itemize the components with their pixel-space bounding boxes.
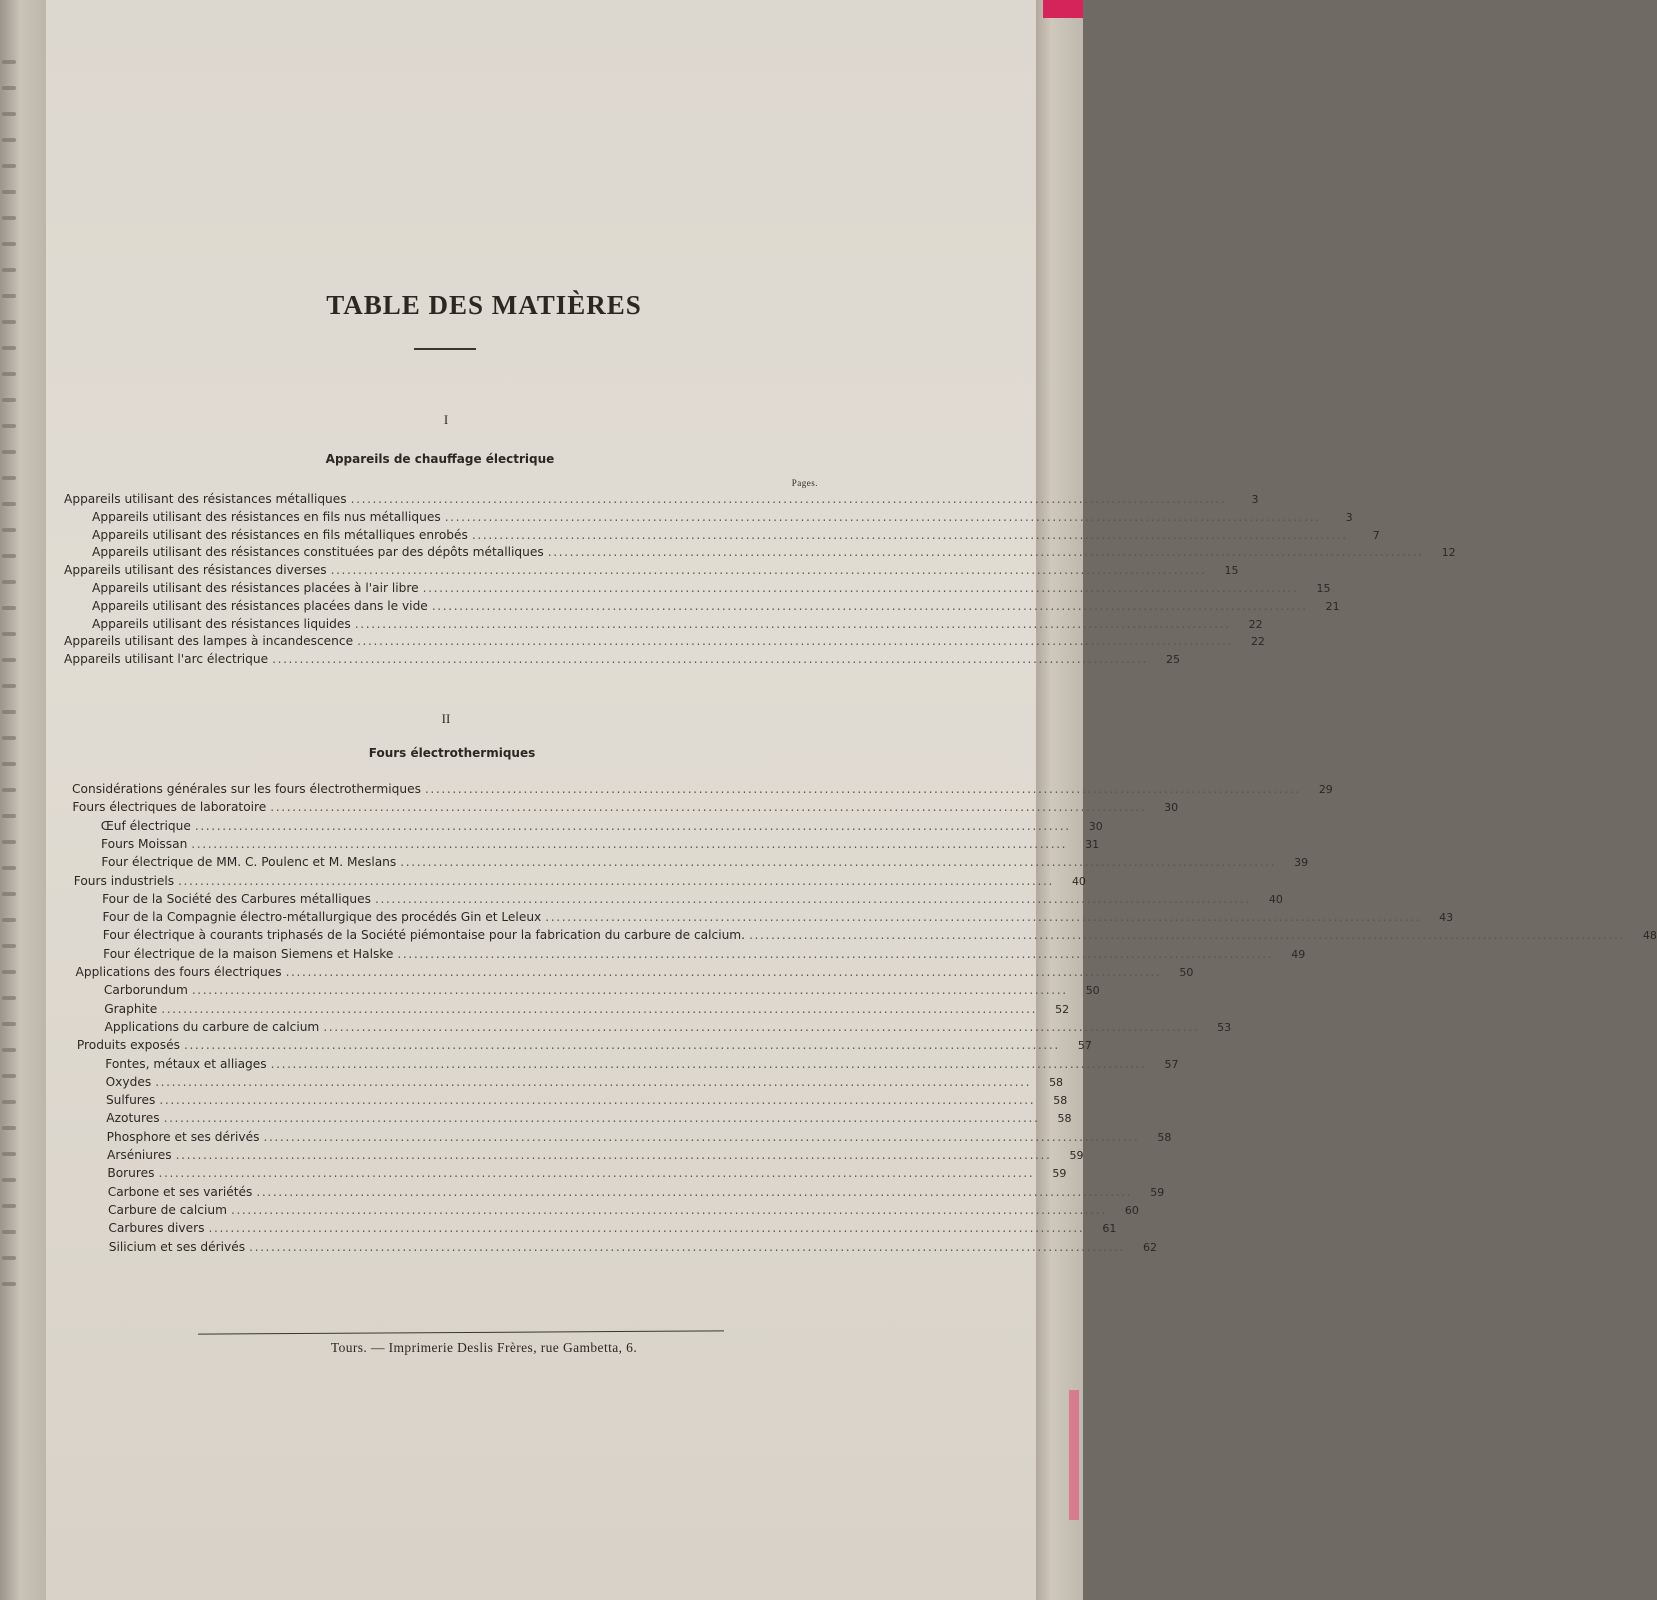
toc-leader-dots: ................................................................................................................................................................ xyxy=(330,563,1207,578)
toc-entry-page: 52 xyxy=(1055,1002,1070,1016)
toc-entry-label: Carbure de calcium xyxy=(108,1202,227,1217)
toc-entry xyxy=(101,836,1100,851)
printer-imprint: Tours. — Imprimerie Deslis Frères, rue Gambetta, 6. xyxy=(330,1340,638,1355)
toc-entry xyxy=(106,1111,1072,1126)
previous-page-text-line xyxy=(2,554,16,558)
toc-entry-page: 58 xyxy=(1157,1130,1172,1144)
toc-entry-page: 22 xyxy=(1248,617,1263,631)
toc-leader-dots: ................................................................................................................................................................ xyxy=(374,891,1251,906)
toc-entry xyxy=(73,873,1086,888)
section-numeral: II xyxy=(441,711,451,726)
toc-entry-page: 43 xyxy=(1439,911,1454,925)
toc-entry-label: Four électrique à courants triphasés de la Société piémontaise pour la fabrication du carbure de calcium. xyxy=(102,928,746,943)
toc-entry-page: 25 xyxy=(1165,653,1180,667)
toc-entry xyxy=(64,492,1259,506)
toc-leader-dots: ................................................................................................................................................................ xyxy=(178,873,1054,888)
previous-page-text-line xyxy=(2,944,16,948)
page-title: TABLE DES MATIÈRES xyxy=(326,290,642,320)
toc-entry-label: Fours Moissan xyxy=(101,836,188,851)
toc-entry-label: Arséniures xyxy=(107,1148,172,1162)
previous-page-text-line xyxy=(2,840,16,844)
table-of-contents xyxy=(46,0,1657,1600)
toc-entry-page: 57 xyxy=(1077,1039,1092,1053)
previous-page-text-line xyxy=(2,242,16,246)
toc-entry-label: Appareils utilisant des résistances en fils métalliques enrobés xyxy=(92,527,468,542)
toc-entry-label: Four de la Compagnie électro-métallurgique des procédés Gin et Leleux xyxy=(102,910,542,925)
toc-leader-dots: ................................................................................................................................................................ xyxy=(183,1038,1060,1053)
toc-entry-label: Applications du carbure de calcium xyxy=(104,1019,320,1034)
book-page xyxy=(46,0,1657,1600)
toc-entry xyxy=(92,598,1340,613)
toc-entry xyxy=(104,1019,1232,1034)
previous-page-text-line xyxy=(2,710,16,714)
toc-entry xyxy=(92,527,1380,542)
toc-entry xyxy=(102,891,1283,906)
toc-entry xyxy=(76,1038,1092,1053)
toc-entry-label: Carbures divers xyxy=(108,1221,205,1236)
toc-leader-dots: ................................................................................................................................................................ xyxy=(155,1074,1032,1089)
toc-entry-page: 61 xyxy=(1102,1222,1117,1236)
toc-leader-dots: ................................................................................................................................................................ xyxy=(163,1111,1040,1126)
toc-entry xyxy=(102,910,1454,925)
toc-entry xyxy=(105,1056,1179,1071)
toc-leader-dots: ................................................................................................................................................................ xyxy=(285,965,1162,979)
toc-entry-page: 49 xyxy=(1291,947,1306,961)
previous-page-text-line xyxy=(2,476,16,480)
toc-leader-dots: ................................................................................................................................................................ xyxy=(159,1093,1036,1108)
toc-entry xyxy=(107,1184,1165,1199)
toc-entry xyxy=(92,509,1353,524)
red-edge-mark xyxy=(1069,1390,1079,1520)
toc-entry xyxy=(75,965,1194,979)
toc-entry xyxy=(64,652,1180,667)
previous-page-text-line xyxy=(2,164,16,168)
toc-entry-page: 59 xyxy=(1069,1149,1084,1162)
section-heading: Fours électrothermiques xyxy=(368,746,536,760)
previous-page-text-fragments xyxy=(0,0,46,1600)
toc-leader-dots: ................................................................................................................................................................ xyxy=(422,581,1299,595)
toc-entry xyxy=(101,855,1309,870)
toc-entry-page: 59 xyxy=(1150,1185,1165,1199)
previous-page-text-line xyxy=(2,1230,16,1234)
toc-entry xyxy=(108,1239,1157,1254)
toc-entry-page: 31 xyxy=(1085,837,1100,851)
toc-leader-dots: ................................................................................................................................................................ xyxy=(175,1148,1052,1162)
previous-page-text-line xyxy=(2,1178,16,1182)
toc-entry-page: 58 xyxy=(1049,1075,1064,1089)
previous-page-text-line xyxy=(2,528,16,532)
previous-page-text-line xyxy=(2,86,16,90)
toc-entry xyxy=(72,782,1333,796)
previous-page-text-line xyxy=(2,1100,16,1104)
toc-entry xyxy=(108,1202,1139,1217)
previous-page-text-line xyxy=(2,684,16,688)
toc-leader-dots: ................................................................................................................................................................ xyxy=(230,1202,1107,1217)
toc-leader-dots: ................................................................................................................................................................ xyxy=(431,598,1308,613)
toc-entry-label: Appareils utilisant des lampes à incandescence xyxy=(64,634,354,649)
toc-entry-label: Silicium et ses dérivés xyxy=(108,1239,246,1254)
toc-entry-label: Appareils utilisant des résistances liquides xyxy=(92,616,351,631)
toc-entry-label: Œuf électrique xyxy=(100,818,191,833)
previous-page-text-line xyxy=(2,60,16,64)
toc-entry xyxy=(104,1001,1070,1016)
previous-page-text-line xyxy=(2,372,16,376)
toc-leader-dots: ................................................................................................................................................................ xyxy=(263,1129,1140,1144)
toc-leader-dots: ................................................................................................................................................................ xyxy=(400,855,1277,870)
previous-page-text-line xyxy=(2,1022,16,1026)
toc-entry xyxy=(107,1166,1067,1181)
pages-column-label: Pages. xyxy=(791,478,818,488)
toc-entry-page: 40 xyxy=(1268,892,1283,906)
toc-entry-page: 3 xyxy=(1345,510,1353,524)
toc-entry-label: Applications des fours électriques xyxy=(75,965,282,979)
toc-entry-label: Fontes, métaux et alliages xyxy=(105,1056,267,1071)
toc-entry-page: 21 xyxy=(1325,599,1340,613)
toc-entry-label: Oxydes xyxy=(105,1074,152,1089)
toc-entry-page: 30 xyxy=(1164,801,1179,815)
toc-entry-label: Four électrique de la maison Siemens et Halske xyxy=(103,946,394,961)
previous-page-text-line xyxy=(2,814,16,818)
toc-leader-dots: ................................................................................................................................................................ xyxy=(424,782,1301,796)
toc-entry xyxy=(105,1074,1064,1089)
previous-page-text-line xyxy=(2,996,16,1000)
previous-page-text-line xyxy=(2,1126,16,1130)
toc-leader-dots: ................................................................................................................................................................ xyxy=(350,492,1227,506)
toc-entry xyxy=(72,800,1179,815)
toc-entry-page: 29 xyxy=(1318,783,1333,796)
toc-entry-label: Sulfures xyxy=(105,1093,156,1108)
toc-leader-dots: ................................................................................................................................................................ xyxy=(323,1019,1200,1034)
toc-entry-page: 60 xyxy=(1124,1203,1139,1217)
toc-entry-page: 58 xyxy=(1057,1112,1072,1126)
previous-page-text-line xyxy=(2,580,16,584)
previous-page-text-line xyxy=(2,918,16,922)
toc-leader-dots: ................................................................................................................................................................ xyxy=(547,545,1424,560)
toc-entry xyxy=(92,545,1456,560)
toc-entry-page: 40 xyxy=(1071,874,1086,888)
toc-leader-dots: ................................................................................................................................................................ xyxy=(194,818,1071,833)
toc-entry-label: Four de la Société des Carbures métalliques xyxy=(102,891,371,906)
previous-page-text-line xyxy=(2,112,16,116)
previous-page-text-line xyxy=(2,450,16,454)
previous-page-text-line xyxy=(2,398,16,402)
toc-entry-label: Appareils utilisant l'arc électrique xyxy=(64,652,269,667)
toc-entry-page: 3 xyxy=(1251,493,1259,506)
toc-entry-label: Appareils utilisant des résistances diverses xyxy=(64,563,327,578)
toc-leader-dots: ................................................................................................................................................................ xyxy=(471,527,1348,542)
previous-page-text-line xyxy=(2,1152,16,1156)
toc-entry-label: Appareils utilisant des résistances placées à l'air libre xyxy=(92,581,419,595)
toc-entry xyxy=(106,1129,1172,1144)
previous-page-text-line xyxy=(2,268,16,272)
previous-page-text-line xyxy=(2,632,16,636)
previous-page-text-line xyxy=(2,1282,16,1286)
previous-page-text-line xyxy=(2,216,16,220)
previous-page-text-line xyxy=(2,138,16,142)
toc-entry-label: Appareils utilisant des résistances en fils nus métalliques xyxy=(92,509,441,524)
previous-page-text-line xyxy=(2,892,16,896)
toc-leader-dots: ................................................................................................................................................................ xyxy=(158,1166,1035,1181)
toc-entry-page: 7 xyxy=(1372,528,1380,542)
previous-page-text-line xyxy=(2,190,16,194)
previous-page-edge xyxy=(0,0,46,1600)
toc-entry xyxy=(108,1221,1117,1236)
toc-entry-page: 15 xyxy=(1224,564,1239,578)
toc-entry-label: Carborundum xyxy=(103,983,188,998)
toc-entry xyxy=(100,818,1103,833)
toc-entry-page: 50 xyxy=(1179,966,1194,979)
previous-page-text-line xyxy=(2,1204,16,1208)
toc-entry-page: 15 xyxy=(1316,582,1331,595)
toc-entry xyxy=(103,946,1306,961)
toc-leader-dots: ................................................................................................................................................................ xyxy=(357,634,1233,649)
toc-entry-label: Appareils utilisant des résistances métalliques xyxy=(64,492,347,506)
toc-entry xyxy=(102,928,1657,943)
previous-page-text-line xyxy=(2,970,16,974)
toc-entry-page: 22 xyxy=(1250,635,1265,649)
toc-entry-label: Borures xyxy=(107,1166,155,1181)
toc-entry-page: 57 xyxy=(1164,1057,1179,1071)
toc-leader-dots: ................................................................................................................................................................ xyxy=(191,983,1068,998)
toc-entry xyxy=(107,1148,1084,1162)
red-bookmark-tab xyxy=(1043,0,1083,18)
toc-leader-dots: ................................................................................................................................................................ xyxy=(545,910,1422,925)
toc-entry-page: 48 xyxy=(1642,929,1657,943)
toc-entry-page: 62 xyxy=(1142,1240,1157,1254)
toc-leader-dots: ................................................................................................................................................................ xyxy=(444,509,1321,524)
toc-leader-dots: ................................................................................................................................................................ xyxy=(191,836,1068,851)
toc-leader-dots: ................................................................................................................................................................ xyxy=(397,946,1274,961)
toc-entry-label: Considérations générales sur les fours électrothermiques xyxy=(72,782,421,796)
toc-leader-dots: ................................................................................................................................................................ xyxy=(161,1001,1038,1016)
previous-page-text-line xyxy=(2,346,16,350)
toc-entry-label: Fours industriels xyxy=(73,873,175,888)
toc-entry-label: Graphite xyxy=(104,1001,158,1016)
toc-entry xyxy=(103,983,1100,998)
toc-entry-page: 39 xyxy=(1294,856,1309,870)
toc-leader-dots: ................................................................................................................................................................ xyxy=(272,652,1148,667)
toc-leader-dots: ................................................................................................................................................................ xyxy=(249,1239,1125,1254)
toc-leader-dots: ................................................................................................................................................................ xyxy=(270,800,1147,815)
toc-entry xyxy=(64,563,1239,578)
toc-entry-label: Azotures xyxy=(106,1111,160,1126)
toc-entry-page: 58 xyxy=(1053,1094,1068,1108)
toc-entry-page: 59 xyxy=(1052,1167,1067,1181)
toc-entry-page: 12 xyxy=(1441,546,1456,560)
toc-entry-label: Appareils utilisant des résistances constituées par des dépôts métalliques xyxy=(92,545,544,560)
previous-page-text-line xyxy=(2,502,16,506)
toc-entry-label: Four électrique de MM. C. Poulenc et M. Meslans xyxy=(101,855,397,870)
toc-entry-label: Phosphore et ses dérivés xyxy=(106,1129,260,1144)
toc-leader-dots: ................................................................................................................................................................ xyxy=(749,928,1625,943)
toc-entry-label: Appareils utilisant des résistances placées dans le vide xyxy=(92,598,428,613)
section-heading: Appareils de chauffage électrique xyxy=(325,452,555,466)
toc-entry-page: 50 xyxy=(1085,984,1100,998)
toc-entry xyxy=(92,616,1263,631)
toc-entry-page: 53 xyxy=(1217,1020,1232,1034)
toc-entry-page: 30 xyxy=(1088,819,1103,833)
previous-page-text-line xyxy=(2,762,16,766)
toc-leader-dots: ................................................................................................................................................................ xyxy=(208,1221,1085,1236)
previous-page-text-line xyxy=(2,424,16,428)
toc-leader-dots: ................................................................................................................................................................ xyxy=(354,616,1231,631)
previous-page-text-line xyxy=(2,788,16,792)
section-numeral: I xyxy=(443,412,449,427)
toc-entry-label: Produits exposés xyxy=(76,1038,180,1053)
toc-entry xyxy=(105,1093,1068,1108)
toc-leader-dots: ................................................................................................................................................................ xyxy=(270,1056,1147,1071)
toc-entry xyxy=(92,581,1331,595)
previous-page-text-line xyxy=(2,294,16,298)
previous-page-text-line xyxy=(2,1256,16,1260)
previous-page-text-line xyxy=(2,1074,16,1078)
toc-leader-dots: ................................................................................................................................................................ xyxy=(256,1184,1133,1199)
previous-page-text-line xyxy=(2,606,16,610)
previous-page-text-line xyxy=(2,736,16,740)
previous-page-text-line xyxy=(2,866,16,870)
toc-entry-label: Carbone et ses variétés xyxy=(107,1184,253,1199)
toc-entry xyxy=(64,634,1265,649)
previous-page-text-line xyxy=(2,320,16,324)
previous-page-text-line xyxy=(2,658,16,662)
toc-entry-label: Fours électriques de laboratoire xyxy=(72,800,267,815)
previous-page-text-line xyxy=(2,1048,16,1052)
